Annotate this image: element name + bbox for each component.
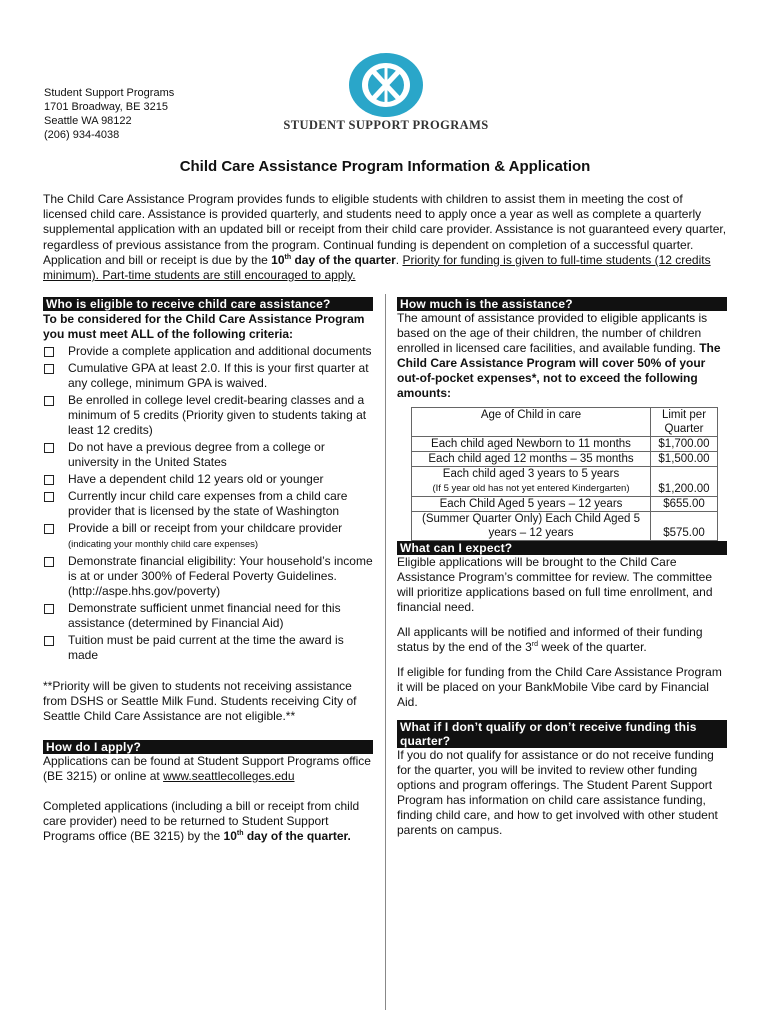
criteria-item [43, 344, 373, 359]
logo-text: STUDENT SUPPORT PROGRAMS [283, 118, 489, 132]
amount-paragraph [397, 311, 727, 401]
age-cell: (Summer Quarter Only) Each Child Aged 5 years – 12 years [412, 512, 651, 541]
expect-heading: What can I expect? [397, 541, 727, 555]
priority-note: **Priority will be given to students not receiving assistance from DSHS or Seattle Milk Fund. Students receiving City of Seattle Child Care Assistance are not eligible.** [43, 679, 357, 723]
apply-text: Applications can be found at Student Support Programs office (BE 3215) or online at [43, 754, 371, 783]
age-note: (If 5 year old has not yet entered Kindergarten) [432, 483, 630, 494]
checkbox-icon [44, 524, 54, 534]
amount-coverage: The Child Care Assistance Program will cover 50% of your out-of-pocket expenses*, not to exceed the following amounts: [397, 341, 721, 400]
return-day-suffix: th [236, 830, 244, 837]
criteria-item [43, 554, 373, 599]
criteria-item [43, 489, 373, 519]
right-column [397, 297, 727, 838]
limit-cell: $1,700.00 [651, 437, 718, 452]
criteria-text: Demonstrate sufficient unmet financial need for this assistance (determined by Financial Aid) [68, 601, 341, 630]
age-cell [412, 467, 651, 497]
expect-paragraph-3: If eligible for funding from the Child Care Assistance Program it will be placed on your BankMobile Vibe card by Financial Aid. [397, 665, 722, 709]
criteria-item [43, 472, 373, 487]
criteria-item [43, 521, 373, 552]
criteria-item [43, 601, 373, 631]
age-cell: Each Child Aged 5 years – 12 years [412, 497, 651, 512]
criteria-item [43, 633, 373, 663]
criteria-text: Have a dependent child 12 years old or younger [68, 472, 324, 486]
checkbox-icon [44, 347, 54, 357]
expect-text-rest: week of the quarter. [538, 640, 647, 654]
website-link[interactable]: www.seattlecolleges.edu [163, 769, 295, 783]
expect-paragraph-2 [397, 625, 727, 655]
table-row [412, 452, 718, 467]
priority-statement: Priority for funding is given to full-time students (12 credits minimum). Part-time students are still encouraged to apply. [43, 252, 711, 283]
eligibility-heading: Who is eligible to receive child care assistance? [43, 297, 373, 311]
qualify-paragraph: If you do not qualify for assistance or do not receive funding for the quarter, you will be invited to review other funding options and program offerings. The Student Parent Support Program has information on child care assistance funding, finding child care, and how to get involved with other student parents on campus. [397, 748, 718, 837]
criteria-text: Provide a bill or receipt from your childcare provider [68, 521, 343, 535]
address-block [44, 86, 174, 142]
table-header: Limit per Quarter [651, 408, 718, 437]
logo-emblem-icon [348, 52, 424, 118]
expect-paragraph-1: Eligible applications will be brought to the Child Care Assistance Program’s committee for review. The committee will prioritize applications based on full time enrollment, and financial need. [397, 555, 713, 614]
return-day-number: 10 [223, 829, 237, 843]
age-text: Each child aged 3 years to 5 years [442, 468, 620, 480]
expect-text: All applicants will be notified and informed of their funding status by the end of the 3 [397, 625, 703, 654]
column-divider [385, 294, 386, 1010]
address-line: 1701 Broadway, BE 3215 [44, 101, 168, 113]
return-day-text: day of the quarter. [243, 829, 351, 843]
criteria-text: Currently incur child care expenses from a child care provider that is licensed by the state of Washington [68, 489, 348, 518]
table-header-row [412, 408, 718, 437]
page-title: Child Care Assistance Program Information & Application [179, 158, 591, 175]
amount-text: The amount of assistance provided to eligible applicants is based on the age of their children, the number of children enrolled in licensed care facilities, and available funding. [397, 311, 708, 355]
checkbox-icon [44, 443, 54, 453]
due-day-text: day of the quarter [291, 252, 396, 267]
intro-text: The Child Care Assistance Program provides funds to eligible students with children to assist them in meeting the cost of licensed child care. Assistance is provided quarterly, and students need to apply once a year as well as complete a quarterly supplemental application with an updated bill or receipt from their child care provider. Assistance is not guaranteed every quarter, regardless of previous assistance from the program. Continual funding is dependent on completion of a successful quarter. Application and bill or receipt is due by the [43, 192, 727, 267]
criteria-item [43, 361, 373, 391]
checkbox-icon [44, 636, 54, 646]
week-suffix: rd [531, 641, 538, 648]
return-text: Completed applications (including a bill or receipt from child care provider) need to be returned to Student Support Programs office (BE 3215) by the [43, 799, 360, 843]
age-cell: Each child aged 12 months – 35 months [412, 452, 651, 467]
limit-cell: $575.00 [651, 512, 718, 541]
age-cell: Each child aged Newborn to 11 months [412, 437, 651, 452]
table-header: Age of Child in care [412, 408, 651, 437]
eligibility-intro: To be considered for the Child Care Assistance Program you must meet ALL of the following criteria: [43, 312, 365, 341]
table-row [412, 437, 718, 452]
limit-cell: $1,500.00 [651, 452, 718, 467]
left-column [43, 297, 373, 844]
amount-heading: How much is the assistance? [397, 297, 727, 311]
address-line: Student Support Programs [44, 87, 175, 99]
apply-heading: How do I apply? [43, 740, 373, 754]
table-row [412, 467, 718, 497]
intro-separator: . [395, 252, 403, 267]
criteria-item [43, 440, 373, 470]
limit-cell: $655.00 [651, 497, 718, 512]
checkbox-icon [44, 364, 54, 374]
criteria-text: Tuition must be paid current at the time the award is made [68, 633, 344, 662]
checkbox-icon [44, 604, 54, 614]
criteria-text: Demonstrate financial eligibility: Your household’s income is at or under 300% of Federal Poverty Guidelines. (http://aspe.hhs.gov/poverty) [68, 554, 373, 598]
qualify-heading: What if I don’t qualify or don’t receive funding this quarter? [397, 720, 727, 748]
assistance-table [411, 407, 718, 541]
criteria-item [43, 393, 373, 438]
address-line: Seattle WA 98122 [44, 115, 132, 127]
return-paragraph [43, 799, 373, 844]
limit-cell: $1,200.00 [651, 467, 718, 497]
checkbox-icon [44, 396, 54, 406]
checkbox-icon [44, 492, 54, 502]
intro-paragraph [43, 192, 729, 283]
criteria-note: (indicating your monthly child care expenses) [68, 539, 259, 550]
checkbox-icon [44, 475, 54, 485]
phone-number: (206) 934-4038 [44, 129, 120, 141]
table-row [412, 497, 718, 512]
due-day-number: 10 [271, 252, 285, 267]
criteria-text: Provide a complete application and additional documents [68, 344, 372, 358]
checkbox-icon [44, 557, 54, 567]
criteria-text: Cumulative GPA at least 2.0. If this is your first quarter at any college, minimum GPA is waived. [68, 361, 369, 390]
criteria-text: Be enrolled in college level credit-bearing classes and a minimum of 5 credits (Priority given to students taking at least 12 credits) [68, 393, 367, 437]
table-row [412, 512, 718, 541]
apply-paragraph [43, 754, 373, 784]
due-day-suffix: th [284, 253, 292, 261]
criteria-list [43, 344, 373, 663]
criteria-text: Do not have a previous degree from a college or university in the United States [68, 440, 325, 469]
logo [272, 52, 500, 134]
